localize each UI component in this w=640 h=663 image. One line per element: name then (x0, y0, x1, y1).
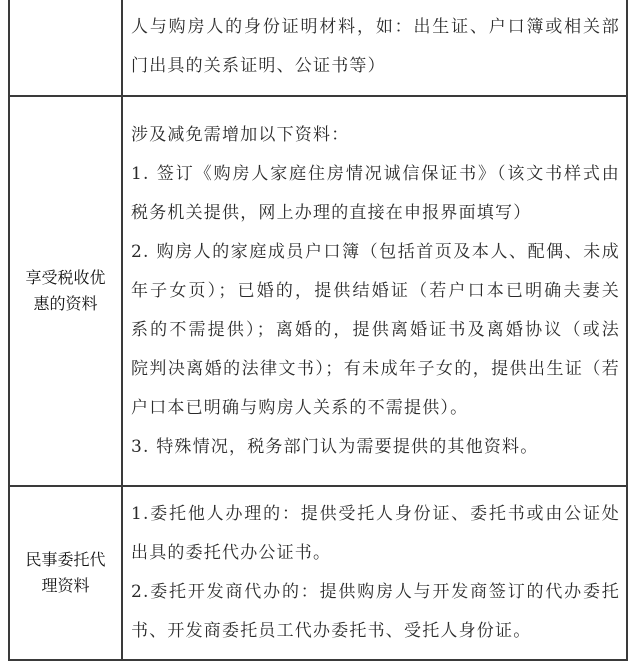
content-line: 2.委托开发商代办的：提供购房人与开发商签订的代办委托 (131, 582, 620, 602)
content-line: 涉及减免需增加以下资料： (131, 124, 350, 145)
row-content (122, 0, 627, 96)
content-line: 1.委托他人办理的：提供受托人身份证、委托书或由公证处 (131, 504, 620, 524)
table-row (9, 486, 627, 660)
label-line: 惠的资料 (33, 294, 98, 313)
content-line: 户口本已明确与购房人关系的不需提供）。 (131, 397, 469, 418)
row-label-tax-benefit (9, 96, 122, 486)
content-line: 系的不需提供）；离婚的，提供离婚证书及离婚协议（或法 (131, 319, 620, 340)
content-line: 人与购房人的身份证明材料，如：出生证、户口簿或相关部 (131, 16, 620, 37)
content-line: 3. 特殊情况，税务部门认为需要提供的其他资料。 (131, 436, 539, 457)
content-line: 税务机关提供，网上办理的直接在申报界面填写） (131, 202, 532, 223)
label-line: 享受税收优 (25, 268, 106, 287)
row-label-empty (9, 0, 122, 96)
materials-table (8, 0, 628, 661)
table-row (9, 0, 627, 96)
table-row (9, 96, 627, 486)
row-content (122, 486, 627, 660)
content-line: 出具的委托代办公证书。 (131, 543, 332, 563)
row-label-civil-agency (9, 486, 122, 660)
content-line: 门出具的关系证明、公证书等） (131, 55, 386, 76)
label-line: 理资料 (41, 576, 90, 595)
content-line: 1. 签订《购房人家庭住房情况诚信保证书》（该文书样式由 (131, 163, 620, 184)
content-line: 院判决离婚的法律文书）；有未成年子女的，提供出生证（若 (131, 358, 620, 379)
label-line: 民事委托代 (25, 550, 106, 569)
content-line: 2. 购房人的家庭成员户口簿（包括首页及本人、配偶、未成 (131, 241, 620, 262)
content-line: 书、开发商委托员工代办委托书、受托人身份证。 (131, 621, 532, 641)
row-content (122, 96, 627, 486)
content-line: 年子女页）；已婚的，提供结婚证（若户口本已明确夫妻关 (131, 280, 620, 301)
